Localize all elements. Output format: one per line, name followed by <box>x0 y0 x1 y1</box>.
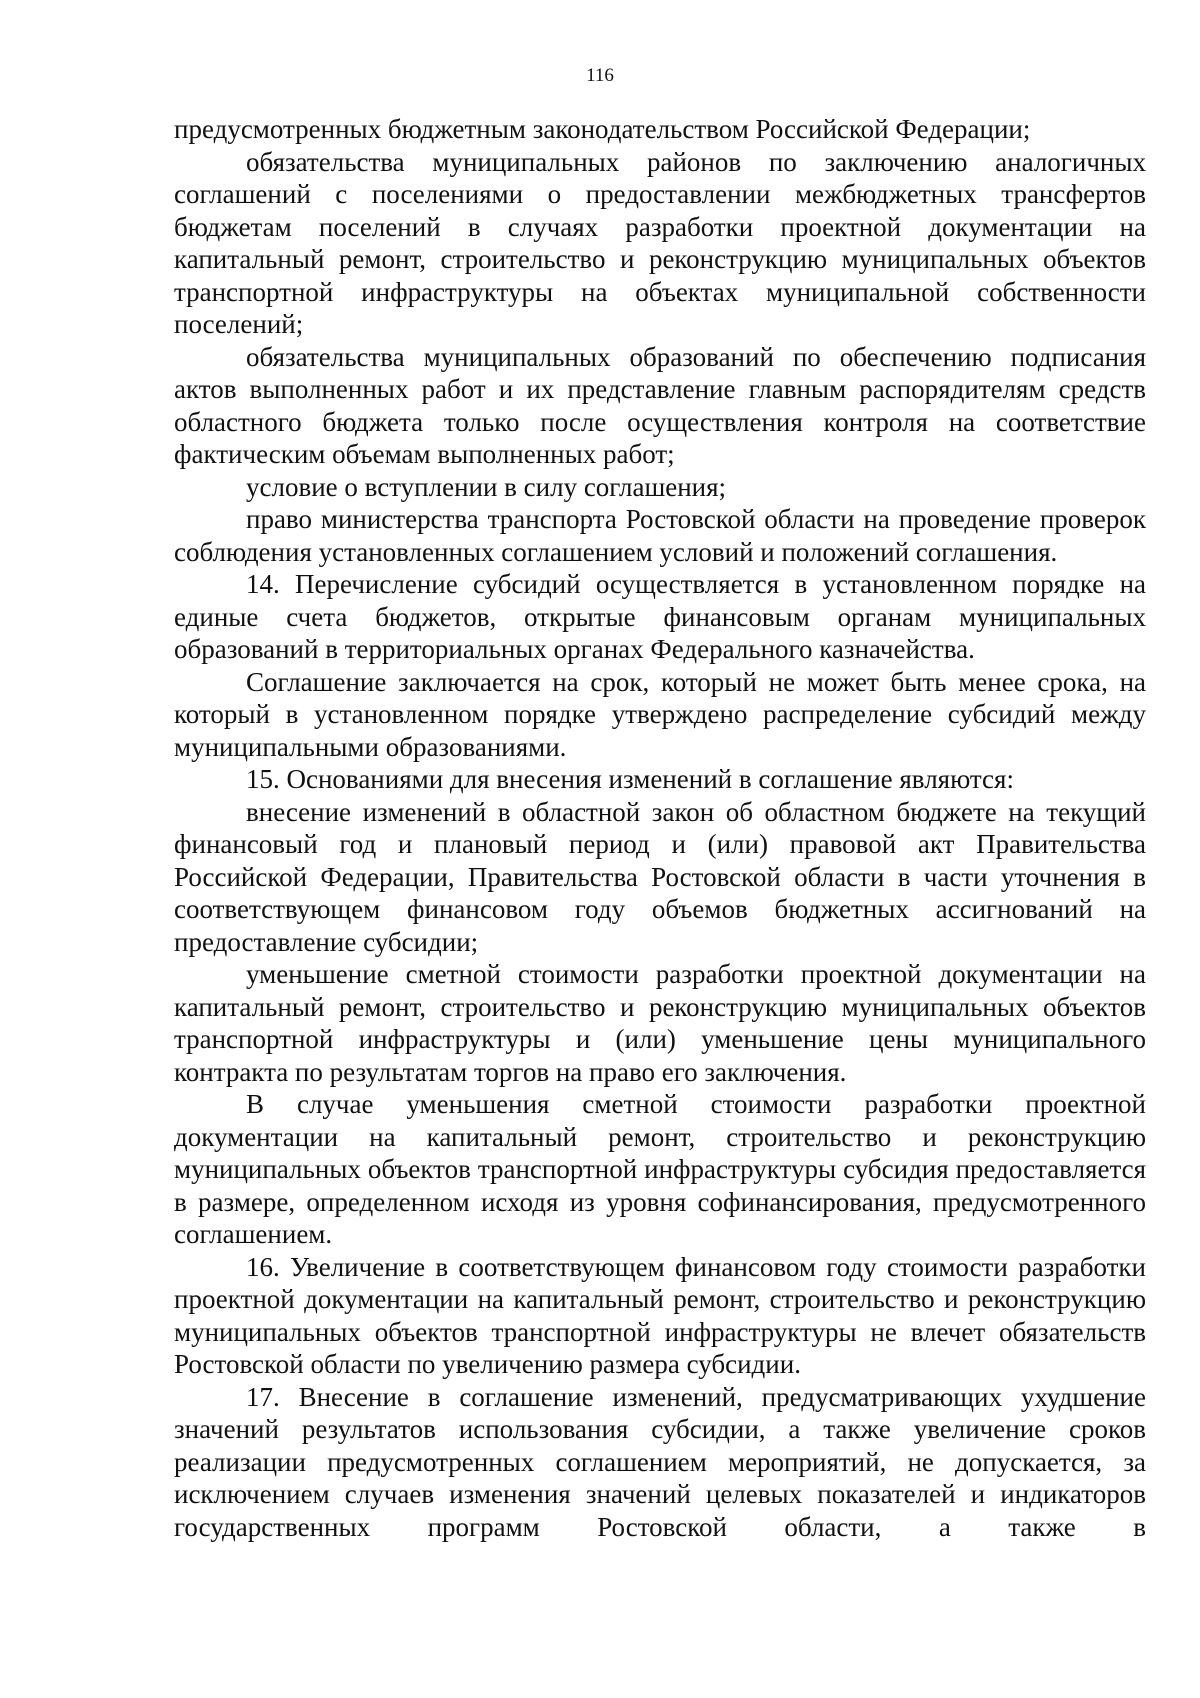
paragraph-cost-reduction: уменьшение сметной стоимости разработки проектной документации на капитальный ремонт, строительство и реконструкцию муниципальных объектов транспортной инфраструктуры и (или) уменьшение цены муниципального контракта по результатам торгов на право его заключения. <box>174 959 1146 1087</box>
paragraph-obligation-municipalities: обязательства муниципальных образований по обеспечению подписания актов выполненных работ и их представление главным распорядителям средств областного бюджета только после осуществления контроля на соответствие фактическим объемам выполненных работ; <box>174 341 1146 469</box>
document-body <box>174 113 1146 1543</box>
paragraph-item-15: 15. Основаниями для внесения изменений в соглашение являются: <box>246 764 1014 794</box>
paragraph-item-16: 16. Увеличение в соответствующем финансовом году стоимости разработки проектной документации на капитальный ремонт, строительство и реконструкцию муниципальных объектов транспортной инфраструктуры не влечет обязательств Ростовской области по увеличению размера субсидии. <box>174 1251 1146 1379</box>
paragraph-agreement-term: Соглашение заключается на срок, который не может быть менее срока, на который в установленном порядке утверждено распределение субсидий между муниципальными образованиями. <box>174 666 1146 762</box>
paragraph-item-17: 17. Внесение в соглашение изменений, предусматривающих ухудшение значений результатов использования субсидии, а также увеличение сроков реализации предусмотренных соглашением мероприятий, не допускается, за исключением случаев изменения значений целевых показателей и индикаторов государственных программ Ростовской области, а также в <box>174 1381 1146 1542</box>
paragraph-ministry-right: право министерства транспорта Ростовской области на проведение проверок соблюдения установленных соглашением условий и положений соглашения. <box>174 504 1146 567</box>
paragraph-item-14: 14. Перечисление субсидий осуществляется в установленном порядке на единые счета бюджетов, открытые финансовым органам муниципальных образований в территориальных органах Федерального казначейства. <box>174 569 1146 664</box>
paragraph-obligation-districts: обязательства муниципальных районов по заключению аналогичных соглашений с поселениями о предоставлении межбюджетных трансфертов бюджетам поселений в случаях разработки проектной документации на капитальный ремонт, строительство и реконструкцию муниципальных объектов транспортной инфраструктуры на объектах муниципальной собственности поселений; <box>174 146 1146 339</box>
paragraph-subsidy-reduction: В случае уменьшения сметной стоимости разработки проектной документации на капитальный ремонт, строительство и реконструкцию муниципальных объектов транспортной инфраструктуры субсидия предоставляется в размере, определенном исходя из уровня софинансирования, предусмотренного соглашением. <box>174 1089 1146 1249</box>
paragraph-entry-into-force: условие о вступлении в силу соглашения; <box>246 471 727 502</box>
page-number: 116 <box>586 65 614 86</box>
paragraph-continuation: предусмотренных бюджетным законодательством Российской Федерации; <box>174 114 1031 144</box>
paragraph-budget-law-changes: внесение изменений в областной закон об областном бюджете на текущий финансовый год и плановый период и (или) правовой акт Правительства Российской Федерации, Правительства Ростовской области в части уточнения в соответствующем финансовом году объемов бюджетных ассигнований на предоставление субсидии; <box>174 796 1146 957</box>
